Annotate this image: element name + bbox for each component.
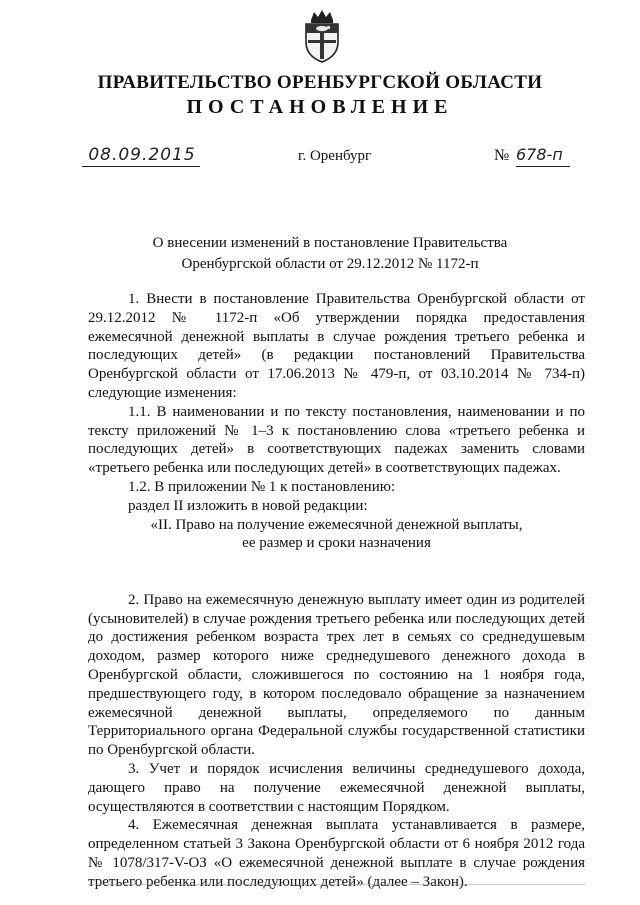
document-meta — [0, 145, 640, 169]
page-bottom-edge — [88, 884, 585, 885]
date-underline — [82, 166, 200, 167]
government-title: ПРАВИТЕЛЬСТВО ОРЕНБУРГСКОЙ ОБЛАСТИ — [97, 72, 543, 93]
document-city: г. Оренбург — [298, 148, 372, 164]
number-sign: № — [494, 147, 510, 164]
paragraph-4: 4. Ежемесячная денежная выплата устанавливается в размере, определенном статьей 3 Закона Оренбургской области от 6 ноября 2012 года № 1078/317-V-ОЗ «О ежемесячной денежной выплате в случае рождения третьего ребенка или последующих детей» (далее – Закон). — [88, 817, 585, 890]
document-date: 08.09.2015 — [88, 145, 196, 165]
subject-line-2: Оренбургской области от 29.12.2012 № 1172-п — [181, 256, 479, 272]
paragraph-1-2: 1.2. В приложении № 1 к постановлению: — [128, 478, 396, 495]
document-subject — [120, 233, 540, 275]
paragraph-1: 1. Внести в постановление Правительства Оренбургской области от 29.12.2012 № 1172-п «Об утверждении порядка предоставления ежемесячной денежной выплаты в случае рождения третьего ребенка и последующих детей» (в редакции постановлений Правительства Оренбургской области от 17.06.2013 № 479-п, от 03.10.2014 № 734-п) следующие изменения: — [88, 291, 585, 401]
paragraph-2: 2. Право на ежемесячную денежную выплату имеет один из родителей (усыновителей) в случае рождения третьего ребенка или последующих детей до достижения ребенком возраста трех лет в семьях со среднедушевым доходом, размер которого ниже среднедушевого денежного дохода в Оренбургской области, сложившегося по состоянию на 1 ноября года, предшествующего году, в котором последовало обращение за назначением ежемесячной денежной выплаты, определяемого по данным Территориального органа Федеральной службы государственной статистики по Оренбургской области. — [88, 591, 585, 759]
paragraph-1-2-sub: раздел II изложить в новой редакции: — [128, 497, 368, 514]
number-underline — [516, 166, 570, 167]
document-body — [88, 290, 585, 892]
paragraph-3: 3. Учет и порядок исчисления величины среднедушевого дохода, дающего право на получение ежемесячной денежной выплаты, осуществляются в соответствии с настоящим Порядком. — [88, 760, 585, 815]
document-number: 678-п — [516, 145, 563, 164]
section-title-line-2: ее размер и сроки назначения — [242, 535, 431, 552]
paragraph-1-1: 1.1. В наименовании и по тексту постановления, наименовании и по тексту приложений № 1–3 к постановлению слова «третьего ребенка и последующих детей» в соответствующих падежах заменить словами «третьего ребенка или последующих детей» в соответствующих падежах. — [88, 403, 585, 477]
section-title-line-1: «II. Право на получение ежемесячной денежной выплаты, — [150, 516, 523, 533]
document-type-title: ПОСТАНОВЛЕНИЕ — [186, 96, 454, 118]
coat-of-arms-emblem — [299, 8, 345, 64]
subject-line-1: О внесении изменений в постановление Правительства — [152, 235, 508, 251]
